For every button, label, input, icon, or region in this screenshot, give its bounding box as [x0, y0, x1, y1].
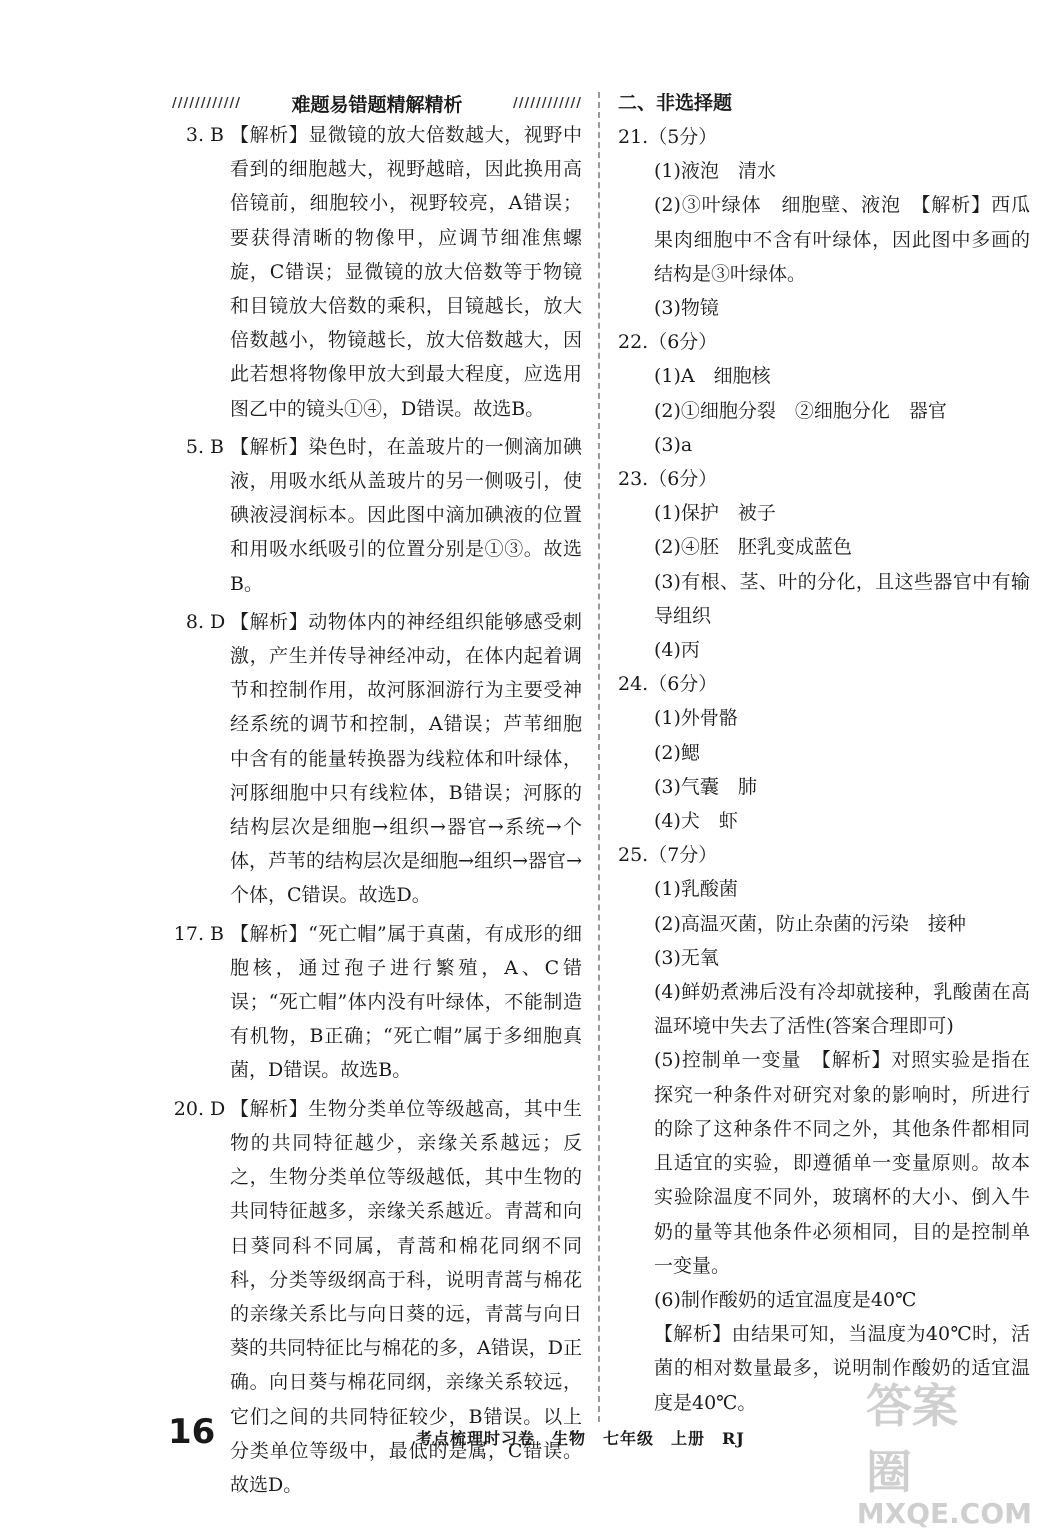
item-explanation: 【解析】动物体内的神经组织能够感受刺激，产生并传导神经冲动，在体内起着调节和控制作用，故河豚洄游行为主要受神经系统的调节和控制，A错误；芦苇细胞中含有的能量转换器为线粒体和叶绿体，河豚细胞中只有线粒体，B错误；河豚的结构层次是细胞→组织→器官→系统→个体，芦苇的结构层次是细胞→组织→器官→个体，C错误。故选D。: [230, 610, 582, 907]
watermark-logo: 答案圈: [866, 1379, 958, 1499]
question-answer-line: (4)犬 虾: [654, 810, 738, 833]
question-block: [618, 325, 1030, 462]
question-header: 25.（7分）: [618, 844, 718, 867]
question-answer-line: (1)外骨骼: [654, 707, 738, 730]
header-title: 难题易错题精解精析: [291, 93, 463, 116]
question-answer-line: (3)气囊 肺: [654, 775, 757, 798]
item-answer: D: [210, 1097, 226, 1120]
question-answer-line: (1)乳酸菌: [654, 878, 738, 901]
question-header: 23.（6分）: [618, 468, 718, 491]
answer-item: [172, 605, 582, 913]
item-answer: D: [210, 610, 226, 633]
watermark-site: MXQE.COM: [856, 1497, 1032, 1530]
page-number: 16: [168, 1412, 216, 1452]
item-explanation: 【解析】“死亡帽”属于真菌，有成形的细胞核，通过孢子进行繁殖，A、C错误；“死亡帽”体内没有叶绿体，不能制造有机物，B正确；“死亡帽”属于多细胞真菌，D错误。故选B。: [230, 922, 582, 1082]
item-number: 5.: [185, 435, 204, 458]
question-answer-line: (2)①细胞分裂 ②细胞分化 器官: [654, 399, 947, 422]
question-header: 24.（6分）: [618, 673, 718, 696]
answer-item: [172, 118, 582, 426]
question-answer-line: (2)鳃: [654, 741, 700, 764]
item-explanation: 【解析】显微镜的放大倍数越大，视野中看到的细胞越大，视野越暗，因此换用高倍镜前，细胞较小，视野较亮，A错误；要获得清晰的物像甲，应调节细准焦螺旋，C错误；显微镜的放大倍数等于物镜和目镜放大倍数的乘积，目镜越长，放大倍数越小，物镜越长，放大倍数越大，因此若想将物像甲放大到最大程度，应选用图乙中的镜头①④，D错误。故选B。: [230, 124, 582, 420]
question-block: [618, 838, 1030, 1419]
header-decoration-right: ////////////: [513, 95, 582, 111]
question-answer-line: (1)液泡 清水: [654, 160, 776, 183]
item-number: 3.: [185, 124, 204, 146]
item-explanation: 【解析】染色时，在盖玻片的一侧滴加碘液，用吸水纸从盖玻片的另一侧吸引，使碘液浸润标本。因此图中滴加碘液的位置和用吸水纸吸引的位置分别是①③。故选B。: [230, 435, 582, 595]
left-column: [172, 88, 582, 1502]
question-answer-line: (3)无氧: [654, 946, 719, 969]
section-header: [172, 88, 582, 118]
section-title: 二、非选择题: [618, 92, 733, 114]
item-explanation: 【解析】生物分类单位等级越高，其中生物的共同特征越少，亲缘关系越远；反之，生物分类单位等级越低，其中生物的共同特征越多，亲缘关系越近。青蒿和向日葵同科不同属，青蒿和棉花同纲不同科，分类等级纲高于科，说明青蒿与棉花的亲缘关系比与向日葵的远，青蒿与向日葵的共同特征比与棉花的多，A错误，D正确。向日葵与棉花同纲，亲缘关系较远，它们之间的共同特征较少，B错误。以上分类单位等级中，最低的是属，C错误。故选D。: [230, 1097, 582, 1496]
question-answer-line: (4)丙: [654, 639, 700, 662]
item-answer: B: [210, 435, 224, 458]
answer-item: [172, 430, 582, 601]
question-answer-line: (1)保护 被子: [654, 502, 776, 525]
question-answer-line: (3)有根、茎、叶的分化，且这些器官中有输导组织: [654, 570, 1030, 627]
question-header: 22.（6分）: [618, 331, 718, 354]
answer-list: [172, 118, 582, 1502]
question-header: 21.（5分）: [618, 126, 718, 148]
question-block: [618, 667, 1030, 838]
right-column: [618, 88, 1030, 1420]
question-answer-line: (6)制作酸奶的适宜温度是40℃: [654, 1288, 917, 1311]
item-answer: B: [210, 922, 224, 945]
item-number: 8.: [185, 610, 204, 633]
question-answer-line: 【解析】由结果可知，当温度为40℃时，活菌的相对数量最多，说明制作酸奶的适宜温度是40℃。: [654, 1323, 1030, 1414]
answer-item: [172, 917, 582, 1088]
question-answer-line: (4)鲜奶煮沸后没有冷却就接种，乳酸菌在高温环境中失去了活性(答案合理即可): [654, 981, 1030, 1038]
question-block: [618, 462, 1030, 667]
question-answer-line: (2)③叶绿体 细胞壁、液泡 【解析】西瓜果肉细胞中不含有叶绿体，因此图中多画的结构是③叶绿体。: [654, 194, 1030, 285]
watermark: [856, 1379, 1036, 1530]
question-block: [618, 120, 1030, 325]
question-answer-line: (3)a: [654, 433, 693, 456]
item-answer: B: [210, 124, 224, 146]
question-answer-line: (1)A 细胞核: [654, 365, 771, 388]
question-answer-line: (5)控制单一变量 【解析】对照实验是指在探究一种条件对研究对象的影响时，所进行的除了这种条件不同之外，其他条件都相同且适宜的实验，即遵循单一变量原则。故本实验除温度不同外，玻璃杯的大小、倒入牛奶的量等其他条件必须相同，目的是控制单一变量。: [654, 1049, 1030, 1277]
question-answer-line: (2)④胚 胚乳变成蓝色: [654, 536, 852, 559]
column-divider: [598, 92, 600, 1422]
question-answer-line: (3)物镜: [654, 297, 719, 320]
header-decoration-left: ////////////: [172, 95, 241, 111]
book-title: 考点梳理时习卷 生物 七年级 上册 RJ: [416, 1429, 745, 1448]
question-answer-line: (2)高温灭菌，防止杂菌的污染 接种: [654, 912, 966, 935]
item-number: 20.: [173, 1097, 204, 1120]
item-number: 17.: [173, 922, 204, 945]
